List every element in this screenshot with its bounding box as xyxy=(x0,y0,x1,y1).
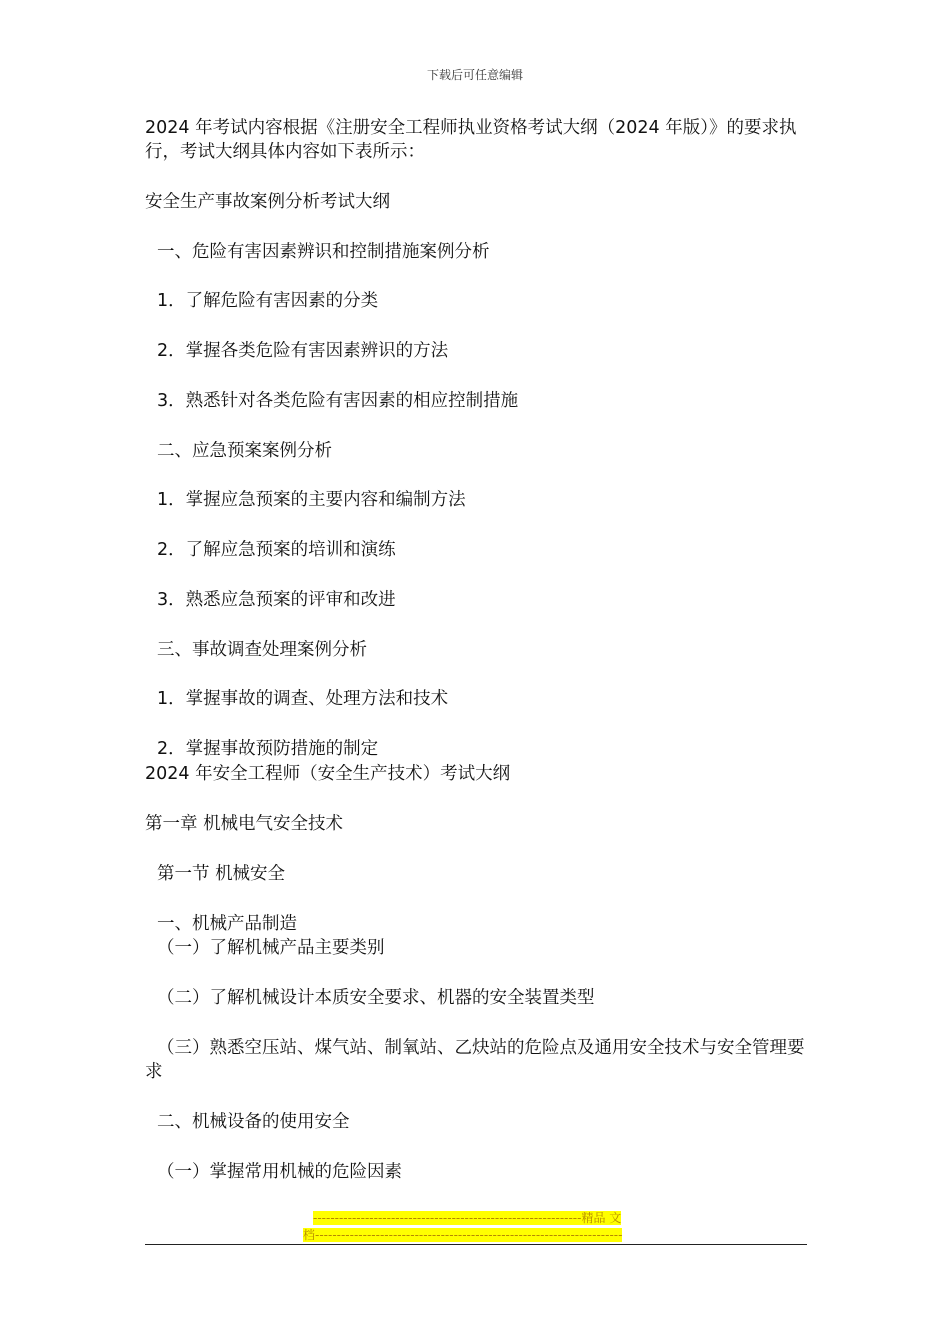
topic-item-1-3: （三）熟悉空压站、煤气站、制氧站、乙炔站的危险点及通用安全技术与安全管理要求 xyxy=(145,1038,805,1082)
section-heading-2: 二、应急预案案例分析 xyxy=(157,441,332,461)
list-item-3-1: 1．掌握事故的调查、处理方法和技术 xyxy=(157,689,449,709)
footer-line-1: --------------------------------------------------------------精品 文 xyxy=(313,1211,622,1225)
topic-item-1-1: （一）了解机械产品主要类别 xyxy=(157,938,385,958)
section-heading-1: 一、危险有害因素辨识和控制措施案例分析 xyxy=(157,242,490,262)
footer-divider xyxy=(145,1244,807,1245)
list-item-1-1: 1．了解危险有害因素的分类 xyxy=(157,291,379,311)
topic-heading-1: 一、机械产品制造 xyxy=(157,914,297,934)
footer-watermark xyxy=(303,1210,648,1244)
footer-line-2: 档----------------------------------------------------------------------- xyxy=(303,1228,623,1242)
list-item-2-3: 3．熟悉应急预案的评审和改进 xyxy=(157,590,396,610)
topic-heading-2: 二、机械设备的使用安全 xyxy=(157,1112,350,1132)
page-header-note: 下载后可任意编辑 xyxy=(426,68,523,82)
chapter-heading: 第一章 机械电气安全技术 xyxy=(145,814,344,834)
outline-title-case-analysis: 安全生产事故案例分析考试大纲 xyxy=(145,192,390,212)
section-heading-3: 三、事故调查处理案例分析 xyxy=(157,640,367,660)
section-subheading: 第一节 机械安全 xyxy=(157,864,286,884)
topic-item-2-1: （一）掌握常用机械的危险因素 xyxy=(157,1162,402,1182)
outline-title-safety-tech: 2024 年安全工程师（安全生产技术）考试大纲 xyxy=(145,764,511,784)
list-item-1-3: 3．熟悉针对各类危险有害因素的相应控制措施 xyxy=(157,391,519,411)
list-item-3-2: 2．掌握事故预防措施的制定 xyxy=(157,739,379,759)
list-item-2-1: 1．掌握应急预案的主要内容和编制方法 xyxy=(157,490,466,510)
list-item-2-2: 2．了解应急预案的培训和演练 xyxy=(157,540,396,560)
topic-item-1-2: （二）了解机械设计本质安全要求、机器的安全装置类型 xyxy=(157,988,595,1008)
intro-paragraph: 2024 年考试内容根据《注册安全工程师执业资格考试大纲（2024 年版）》的要求执行，考试大纲具体内容如下表所示： xyxy=(145,118,797,162)
list-item-1-2: 2．掌握各类危险有害因素辨识的方法 xyxy=(157,341,449,361)
